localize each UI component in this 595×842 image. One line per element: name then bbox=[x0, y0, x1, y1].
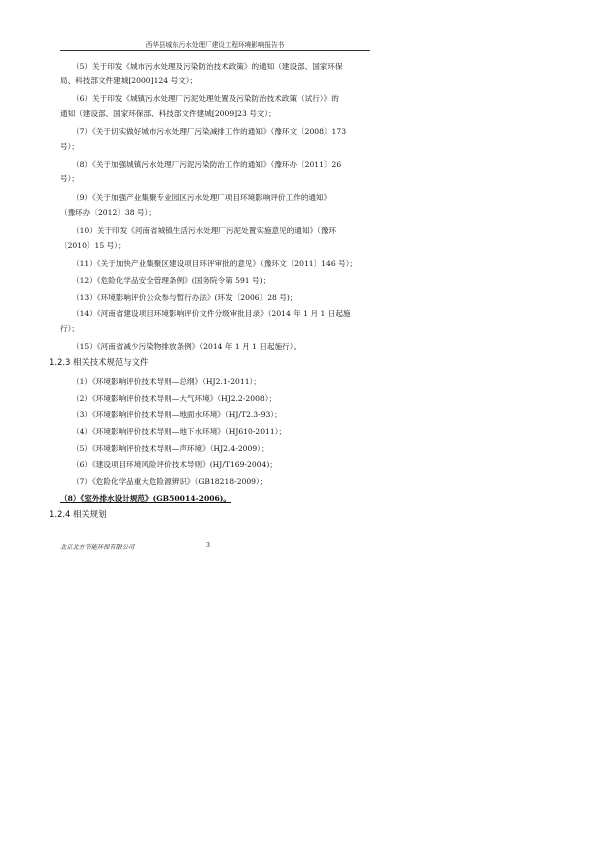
regulation-item-6-line-1: （6）关于印发《城镇污水处理厂污泥处理处置及污染防治技术政策（试行）》的 bbox=[72, 94, 339, 103]
regulation-item-6-line-2: 通知（建设部、国家环保部、科技部文件建城[2009]23 号文）； bbox=[60, 109, 276, 118]
footer-company-name: 北京北方节能环保有限公司 bbox=[60, 544, 135, 551]
section-heading-1-2-4: 1.2.4 相关规划 bbox=[49, 509, 107, 519]
regulation-item-14-line-1: （14）《河南省建设项目环境影响评价文件分级审批目录》（2014 年 1 月 1 日起施 bbox=[72, 309, 351, 318]
standard-item-4: （4）《环境影响评价技术导则—地下水环境》（HJ610-2011）； bbox=[72, 427, 287, 436]
regulation-item-8-line-2: 号）； bbox=[60, 174, 79, 183]
regulation-item-10-line-1: （10）关于印发《河南省城镇生活污水处理厂污泥处置实施意见的通知》（豫环 bbox=[72, 226, 337, 235]
regulation-item-8-line-1: （8）《关于加强城镇污水处理厂污泥污染防治工作的通知》（豫环办〔2011〕26 bbox=[72, 160, 342, 169]
header-rule bbox=[60, 50, 370, 51]
regulation-item-10-line-2: 〔2010〕15 号）； bbox=[60, 241, 126, 250]
footer-page-number: 3 bbox=[206, 542, 210, 549]
regulation-item-7-line-1: （7）《关于切实做好城市污水处理厂污染减排工作的通知》（豫环文〔2008〕173 bbox=[72, 127, 347, 136]
regulation-item-9-line-2: （豫环办〔2012〕38 号）； bbox=[60, 208, 156, 217]
regulation-item-14-line-2: 行）； bbox=[60, 324, 79, 333]
standard-item-6: （6）《建设项目环境风险评价技术导则》(HJ/T169-2004)； bbox=[72, 460, 277, 469]
regulation-item-5-line-2: 局、科技部文件建城[2000]124 号文）； bbox=[60, 76, 198, 85]
standard-item-8: （8）《室外排水设计规范》(GB50014-2006)。 bbox=[60, 494, 231, 503]
section-heading-1-2-3: 1.2.3 相关技术规范与文件 bbox=[49, 357, 149, 367]
regulation-item-15: （15）《河南省减少污染物排放条例》（2014 年 1 月 1 日起施行）。 bbox=[72, 342, 302, 351]
standard-item-1: （1）《环境影响评价技术导则—总纲》（HJ2.1-2011）； bbox=[72, 377, 261, 386]
regulation-item-11: （11）《关于加快产业集聚区建设项目环评审批的意见》（豫环文〔2011〕146 号）； bbox=[72, 259, 358, 268]
standard-item-2: （2）《环境影响评价技术导则—大气环境》（HJ2.2-2008）； bbox=[72, 394, 277, 403]
regulation-item-12: （12）《危险化学品安全管理条例》(国务院令第 591 号)； bbox=[72, 276, 271, 285]
regulation-item-9-line-1: （9）《关于加强产业集聚专业园区污水处理厂项目环境影响评价工作的通知》 bbox=[72, 193, 332, 202]
regulation-item-5-line-1: （5）关于印发《城市污水处理及污染防治技术政策》的通知（建设部、国家环保 bbox=[72, 62, 343, 71]
standard-item-3: （3）《环境影响评价技术导则—地面水环境》（HJ/T2.3-93）； bbox=[72, 410, 282, 419]
standard-item-7: （7）《危险化学品重大危险源辨识》（GB18218-2009）； bbox=[72, 477, 268, 486]
standard-item-5: （5）《环境影响评价技术导则—声环境》（HJ2.4-2009）； bbox=[72, 444, 269, 453]
page-header-title: 西华县城东污水处理厂建设工程环境影响报告书 bbox=[145, 41, 285, 49]
regulation-item-7-line-2: 号）； bbox=[60, 142, 79, 151]
regulation-item-13: （13）《环境影响评价公众参与暂行办法》(环发〔2006〕28 号)； bbox=[72, 293, 298, 302]
